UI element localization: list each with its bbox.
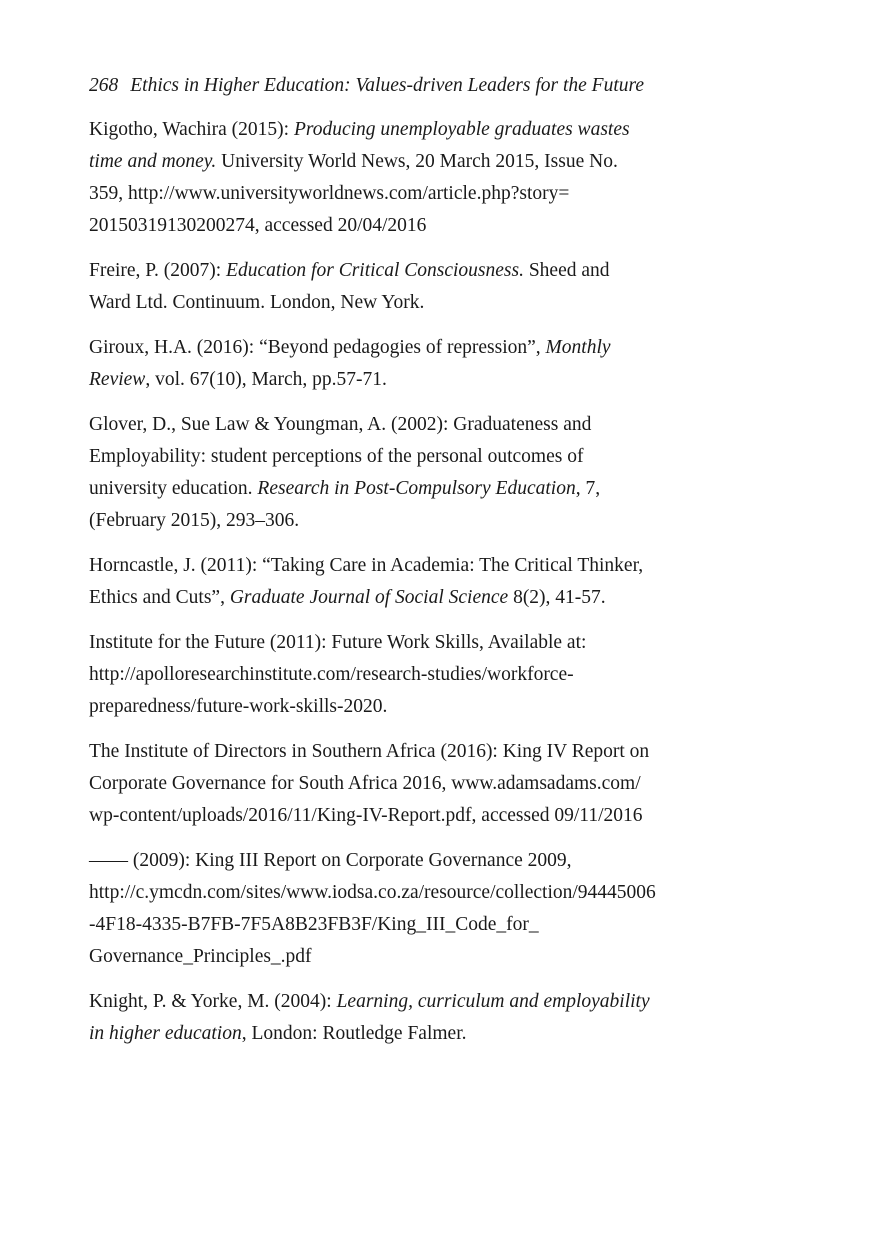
reference-entry bbox=[89, 845, 729, 973]
reference-text: wp-content/uploads/2016/11/King-IV-Report.pdf, accessed 09/11/2016 bbox=[89, 805, 643, 826]
reference-text: Knight, P. & Yorke, M. (2004): bbox=[89, 991, 337, 1012]
reference-line bbox=[89, 287, 729, 319]
reference-italic-text: Research in Post-Compulsory Education bbox=[257, 478, 576, 499]
reference-line bbox=[89, 909, 729, 941]
reference-line bbox=[89, 146, 729, 178]
reference-text: Horncastle, J. (2011): “Taking Care in Academia: The Critical Thinker, bbox=[89, 555, 644, 576]
reference-text: Ethics and Cuts”, bbox=[89, 587, 230, 608]
running-title: Ethics in Higher Education: Values-driven Leaders for the Future bbox=[130, 75, 645, 96]
reference-entry bbox=[89, 736, 729, 832]
reference-list bbox=[89, 114, 729, 1050]
reference-text: Ward Ltd. Continuum. London, New York. bbox=[89, 292, 425, 313]
reference-text: 20150319130200274, accessed 20/04/2016 bbox=[89, 215, 427, 236]
reference-line bbox=[89, 255, 729, 287]
reference-line bbox=[89, 691, 729, 723]
reference-entry bbox=[89, 255, 729, 319]
reference-line bbox=[89, 178, 729, 210]
reference-italic-text: Review bbox=[89, 369, 146, 390]
reference-line bbox=[89, 800, 729, 832]
reference-line bbox=[89, 473, 729, 505]
reference-italic-text: Producing unemployable graduates wastes bbox=[293, 119, 630, 140]
reference-italic-text: Education for Critical Consciousness. bbox=[226, 260, 524, 281]
reference-italic-text: time and money. bbox=[89, 151, 217, 172]
reference-entry bbox=[89, 550, 729, 614]
reference-text: http://c.ymcdn.com/sites/www.iodsa.co.za/resource/collection/94445006 bbox=[89, 882, 656, 903]
reference-text: Governance_Principles_.pdf bbox=[89, 946, 312, 967]
reference-text: Sheed and bbox=[523, 260, 610, 281]
reference-text: , 7, bbox=[575, 478, 601, 499]
reference-text: preparedness/future-work-skills-2020. bbox=[89, 696, 388, 717]
reference-line bbox=[89, 1018, 729, 1050]
reference-line bbox=[89, 505, 729, 537]
reference-text: (February 2015), 293–306. bbox=[89, 510, 300, 531]
reference-entry bbox=[89, 986, 729, 1050]
reference-line bbox=[89, 210, 729, 242]
reference-line bbox=[89, 845, 729, 877]
reference-text: , London: Routledge Falmer. bbox=[241, 1023, 467, 1044]
reference-line bbox=[89, 364, 729, 396]
reference-line bbox=[89, 114, 729, 146]
reference-entry bbox=[89, 627, 729, 723]
reference-text: Institute for the Future (2011): Future Work Skills, Available at: bbox=[89, 632, 587, 653]
page-number: 268 bbox=[89, 75, 119, 96]
reference-text: University World News, 20 March 2015, Issue No. bbox=[216, 151, 618, 172]
reference-line bbox=[89, 409, 729, 441]
reference-text: Freire, P. (2007): bbox=[89, 260, 227, 281]
reference-text: http://apolloresearchinstitute.com/research-studies/workforce- bbox=[89, 664, 574, 685]
reference-line bbox=[89, 582, 729, 614]
reference-italic-text: in higher education bbox=[89, 1023, 242, 1044]
reference-text: -4F18-4335-B7FB-7F5A8B23FB3F/King_III_Code_for_ bbox=[89, 914, 539, 935]
reference-text: , vol. 67(10), March, pp.57-71. bbox=[145, 369, 387, 390]
reference-line bbox=[89, 627, 729, 659]
reference-text: Employability: student perceptions of the personal outcomes of bbox=[89, 446, 584, 467]
reference-italic-text: Graduate Journal of Social Science bbox=[229, 587, 509, 608]
reference-italic-text: Monthly bbox=[545, 337, 611, 358]
reference-text: Corporate Governance for South Africa 2016, www.adamsadams.com/ bbox=[89, 773, 641, 794]
reference-text: 359, http://www.universityworldnews.com/article.php?story= bbox=[89, 183, 570, 204]
reference-text: The Institute of Directors in Southern Africa (2016): King IV Report on bbox=[89, 741, 650, 762]
running-head bbox=[89, 70, 729, 102]
reference-text: Giroux, H.A. (2016): “Beyond pedagogies of repression”, bbox=[89, 337, 546, 358]
reference-entry bbox=[89, 114, 729, 242]
reference-entry bbox=[89, 409, 729, 537]
reference-text: 8(2), 41-57. bbox=[508, 587, 606, 608]
reference-text: Glover, D., Sue Law & Youngman, A. (2002): Graduateness and bbox=[89, 414, 592, 435]
reference-line bbox=[89, 550, 729, 582]
reference-entry bbox=[89, 332, 729, 396]
page bbox=[89, 70, 729, 1063]
reference-line bbox=[89, 986, 729, 1018]
reference-text: —— (2009): King III Report on Corporate Governance 2009, bbox=[89, 850, 572, 871]
reference-line bbox=[89, 877, 729, 909]
reference-line bbox=[89, 659, 729, 691]
reference-text: university education. bbox=[89, 478, 258, 499]
reference-line bbox=[89, 736, 729, 768]
reference-line bbox=[89, 332, 729, 364]
reference-line bbox=[89, 768, 729, 800]
reference-text: Kigotho, Wachira (2015): bbox=[89, 119, 294, 140]
reference-italic-text: Learning, curriculum and employability bbox=[336, 991, 650, 1012]
reference-line bbox=[89, 941, 729, 973]
reference-line bbox=[89, 441, 729, 473]
